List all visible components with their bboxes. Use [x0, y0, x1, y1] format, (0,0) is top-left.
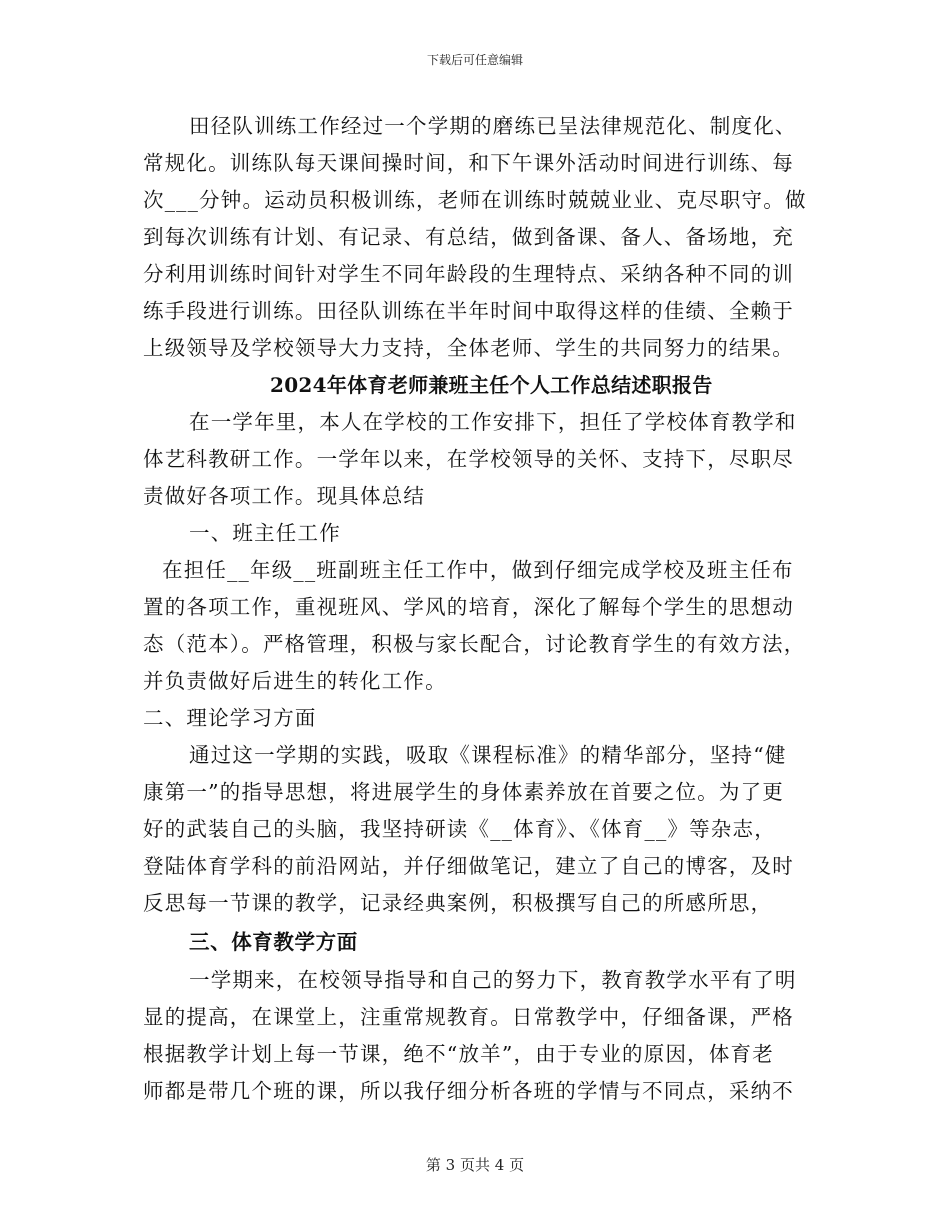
paragraph-line: 责做好各项工作。现具体总结 — [143, 484, 426, 508]
paragraph-line: 好的武装自己的头脑，我坚持研读《__体育》、《体育__》等杂志， — [143, 817, 776, 841]
paragraph-line: 次___分钟。运动员积极训练，老师在训练时兢兢业业、克尽职守。做 — [143, 188, 807, 212]
page-footer: 第 3 页共 4 页 — [425, 1156, 525, 1174]
section-heading: 二、理论学习方面 — [143, 706, 317, 730]
section-heading: 一、班主任工作 — [189, 521, 341, 545]
report-title: 2024年体育老师兼班主任个人工作总结述职报告 — [270, 373, 713, 397]
paragraph-line: 分利用训练时间针对学生不同年龄段的生理特点、采纳各种不同的训 — [143, 262, 794, 286]
section-heading: 三、体育教学方面 — [189, 930, 358, 954]
paragraph-line: 根据教学计划上每一节课，绝不“放羊”，由于专业的原因，体育老 — [143, 1042, 774, 1066]
paragraph-line: 一学期来，在校领导指导和自己的努力下，教育教学水平有了明 — [189, 968, 797, 992]
page-header: 下载后可任意编辑 — [426, 53, 523, 67]
paragraph-line: 置的各项工作，重视班风、学风的培育，深化了解每个学生的思想动 — [143, 595, 794, 619]
paragraph-line: 态（范本）。严格管理，积极与家长配合，讨论教育学生的有效方法， — [143, 632, 806, 656]
paragraph-line: 练手段进行训练。田径队训练在半年时间中取得这样的佳绩、全赖于 — [143, 299, 794, 323]
paragraph-line: 并负责做好后进生的转化工作。 — [143, 669, 447, 693]
paragraph-line: 显的提高，在课堂上，注重常规教育。日常教学中，仔细备课，严格 — [143, 1005, 794, 1029]
paragraph-line: 常规化。训练队每天课间操时间，和下午课外活动时间进行训练、每 — [143, 151, 794, 175]
paragraph-line: 在一学年里，本人在学校的工作安排下，担任了学校体育教学和 — [189, 410, 797, 434]
paragraph-line: 在担任__年级__班副班主任工作中，做到仔细完成学校及班主任布 — [162, 558, 794, 582]
paragraph-line: 上级领导及学校领导大力支持，全体老师、学生的共同努力的结果。 — [143, 336, 794, 360]
paragraph-line: 田径队训练工作经过一个学期的磨练已呈法律规范化、制度化、 — [189, 114, 797, 138]
paragraph-line: 体艺科教研工作。一学年以来，在学校领导的关怀、支持下，尽职尽 — [143, 447, 794, 471]
paragraph-line: 到每次训练有计划、有记录、有总结，做到备课、备人、备场地，充 — [143, 225, 794, 249]
paragraph-line: 通过这一学期的实践，吸取《课程标准》的精华部分，坚持“健 — [189, 743, 787, 767]
paragraph-line: 登陆体育学科的前沿网站，并仔细做笔记，建立了自己的博客，及时 — [143, 854, 794, 878]
paragraph-line: 康第一”的指导思想，将进展学生的身体素养放在首要之位。为了更 — [143, 780, 784, 804]
paragraph-line: 反思每一节课的教学，记录经典案例，积极撰写自己的所感所思， — [143, 891, 773, 915]
paragraph-line: 师都是带几个班的课，所以我仔细分析各班的学情与不同点，采纳不 — [143, 1079, 794, 1103]
